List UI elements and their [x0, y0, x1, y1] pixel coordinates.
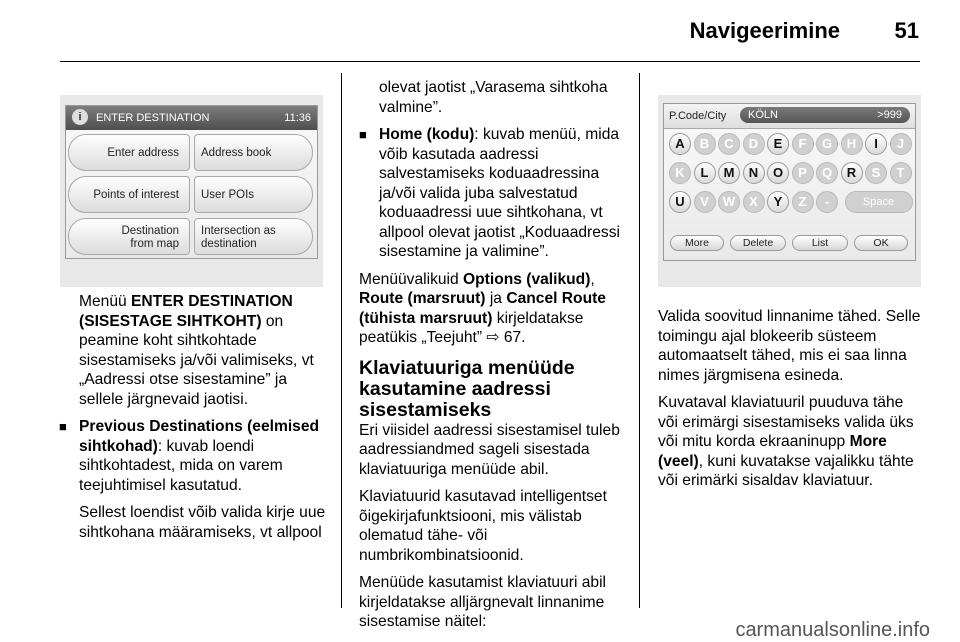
key-q[interactable]: Q [816, 162, 838, 184]
key-h[interactable]: H [841, 133, 863, 155]
destination-from-map-line2: from map [130, 238, 179, 250]
text-span: : kuvab loendi sihtkohtadest, mida on varem teejuhtimisel kasutatud. [79, 437, 283, 494]
button-name: More (veel) [658, 433, 887, 470]
key-dash[interactable]: - [816, 191, 838, 213]
city-input-field[interactable] [740, 107, 910, 123]
delete-label: Delete [742, 237, 774, 249]
key-space[interactable]: Space [845, 191, 913, 213]
bullet-marker: ■ [59, 419, 67, 434]
city-input-value: KÖLN [748, 109, 778, 121]
user-pois-label: User POIs [201, 189, 255, 201]
intersection-destination-button[interactable] [194, 218, 313, 255]
key-d[interactable]: D [743, 133, 765, 155]
bullet-title: Previous Destinations (eelmised sihtkohad) [79, 418, 320, 455]
paragraph-enter-destination [79, 292, 329, 409]
destination-from-map-button[interactable] [68, 218, 190, 255]
key-j[interactable]: J [890, 133, 912, 155]
page-number: 51 [894, 18, 919, 43]
intersection-line1: Intersection as [201, 225, 276, 237]
paragraph-keyboard-example: Menüüde kasutamist klaviatuuri abil kirjeldatakse alljärgnevalt linnanime sisestamise näitel: [359, 574, 607, 630]
address-book-button[interactable] [194, 134, 313, 171]
paragraph-more-button [658, 393, 923, 491]
screen-title: ENTER DESTINATION [96, 112, 210, 124]
points-of-interest-label: Points of interest [93, 189, 179, 201]
delete-button[interactable] [730, 235, 786, 251]
column-3-text [658, 307, 923, 499]
key-k[interactable]: K [669, 162, 691, 184]
bullet-marker: ■ [359, 127, 367, 142]
page-header-title: Navigeerimine [689, 18, 840, 43]
menu-option: Cancel Route (tühista marsruut) [359, 290, 606, 327]
list-label: List [811, 237, 829, 249]
text-span: ja [485, 290, 507, 307]
address-book-label: Address book [201, 147, 272, 159]
text-span: on peamine koht sihtkohtade sisestamiseks ja/või valimiseks, vt „Aadressi otse sisestamine” ja sellele järgnevaid jaotisi. [79, 312, 314, 408]
key-n[interactable]: N [743, 162, 765, 184]
text-span: Menüüvalikuid [359, 270, 464, 288]
menu-option: Route (marsruut) [359, 290, 486, 307]
key-g[interactable]: G [816, 133, 838, 155]
paragraph-previous-list: Sellest loendist võib valida kirje uue sihtkohana määramiseks, vt allpool [79, 504, 326, 541]
paragraph-keyboard-intro: Eri viisidel aadressi sisestamisel tuleb aadressiandmed sageli sisestada klaviatuuriga menüüde abil. [359, 421, 620, 478]
key-o[interactable]: O [767, 162, 789, 184]
column-divider-1 [341, 73, 342, 608]
key-c[interactable]: C [718, 133, 740, 155]
key-s[interactable]: S [865, 162, 887, 184]
paragraph-intelligent-spelling: Klaviatuurid kasutavad intelligentset õigekirjafunktsiooni, mis välistab olematud tähe- või numbrikombinatsioonid. [359, 488, 607, 564]
keyboard-screenshot [658, 95, 921, 287]
info-icon: i [72, 109, 88, 125]
points-of-interest-button[interactable] [68, 176, 190, 213]
key-a[interactable]: A [669, 133, 691, 155]
paragraph-continued: olevat jaotist „Varasema sihtkoha valmine”. [379, 79, 608, 116]
menu-name: ENTER DESTINATION (SISESTAGE SIHTKOHT) [79, 293, 293, 330]
keyboard-screen [663, 103, 916, 261]
ok-button[interactable] [854, 235, 908, 251]
text-span: kirjeldatakse peatükis „Teejuht” ⇨ 67. [359, 309, 584, 346]
paragraph-menu-options [359, 270, 627, 348]
keyboard-input-bar [664, 104, 915, 129]
enter-address-button[interactable] [68, 134, 190, 171]
section-heading: Klaviatuuriga menüüde kasutamine aadressi sisestamiseks [359, 356, 575, 421]
more-label: More [685, 237, 709, 249]
key-z[interactable]: Z [792, 191, 814, 213]
key-u[interactable]: U [669, 191, 691, 213]
key-w[interactable]: W [718, 191, 740, 213]
screen-clock: 11:36 [284, 112, 311, 124]
column-2-text [359, 78, 627, 640]
list-button[interactable] [792, 235, 848, 251]
key-x[interactable]: X [743, 191, 765, 213]
column-divider-2 [639, 73, 640, 608]
key-b[interactable]: B [694, 133, 716, 155]
text-span: , kuni kuvatakse vajalikku tähte või erimärki sisaldav klaviatuur. [658, 452, 914, 489]
screen-titlebar [66, 106, 317, 130]
text-span: : kuvab menüü, mida võib kasutada aadressi salvestamiseks koduaadressina ja/või valida juba salvestatud koduaadressi uue sihtkohana, vt allpool olevat jaotist „Koduaadressi sisestamine ja valimine”. [379, 126, 620, 260]
key-p[interactable]: P [792, 162, 814, 184]
enter-address-label: Enter address [107, 147, 179, 159]
header-rule [60, 61, 920, 62]
enter-destination-screenshot [60, 95, 323, 287]
postcode-city-label: P.Code/City [669, 110, 727, 122]
key-t[interactable]: T [890, 162, 912, 184]
enter-destination-screen [65, 105, 318, 259]
key-r[interactable]: R [841, 162, 863, 184]
key-y[interactable]: Y [767, 191, 789, 213]
paragraph-select-letters: Valida soovitud linnanime tähed. Selle toimingu ajal blokeerib süsteem automaatselt tähed, mis ei saa linna nimes järgmisena esineda. [658, 308, 921, 384]
key-i[interactable]: I [865, 133, 887, 155]
match-count: >999 [877, 109, 902, 121]
bullet-previous-destinations [59, 417, 329, 495]
user-pois-button[interactable] [194, 176, 313, 213]
key-l[interactable]: L [694, 162, 716, 184]
text-span: Kuvataval klaviatuuril puuduva tähe või erimärgi sisestamiseks valida üks või mitu korda ekraaninupp [658, 394, 914, 450]
bullet-title: Home (kodu) [379, 126, 475, 143]
key-e[interactable]: E [767, 133, 789, 155]
key-m[interactable]: M [718, 162, 740, 184]
column-1-text [59, 292, 329, 550]
footer-watermark: carmanualsonline.info [735, 619, 930, 641]
bullet-home [359, 125, 627, 262]
more-button[interactable] [670, 235, 724, 251]
menu-option: Options (valikud) [463, 270, 591, 288]
ok-label: OK [873, 237, 889, 249]
key-f[interactable]: F [792, 133, 814, 155]
text-span: Menüü [79, 293, 132, 310]
text-span: , [590, 270, 595, 288]
intersection-line2: destination [201, 238, 257, 250]
destination-from-map-line1: Destination [121, 225, 179, 237]
key-v[interactable]: V [694, 191, 716, 213]
